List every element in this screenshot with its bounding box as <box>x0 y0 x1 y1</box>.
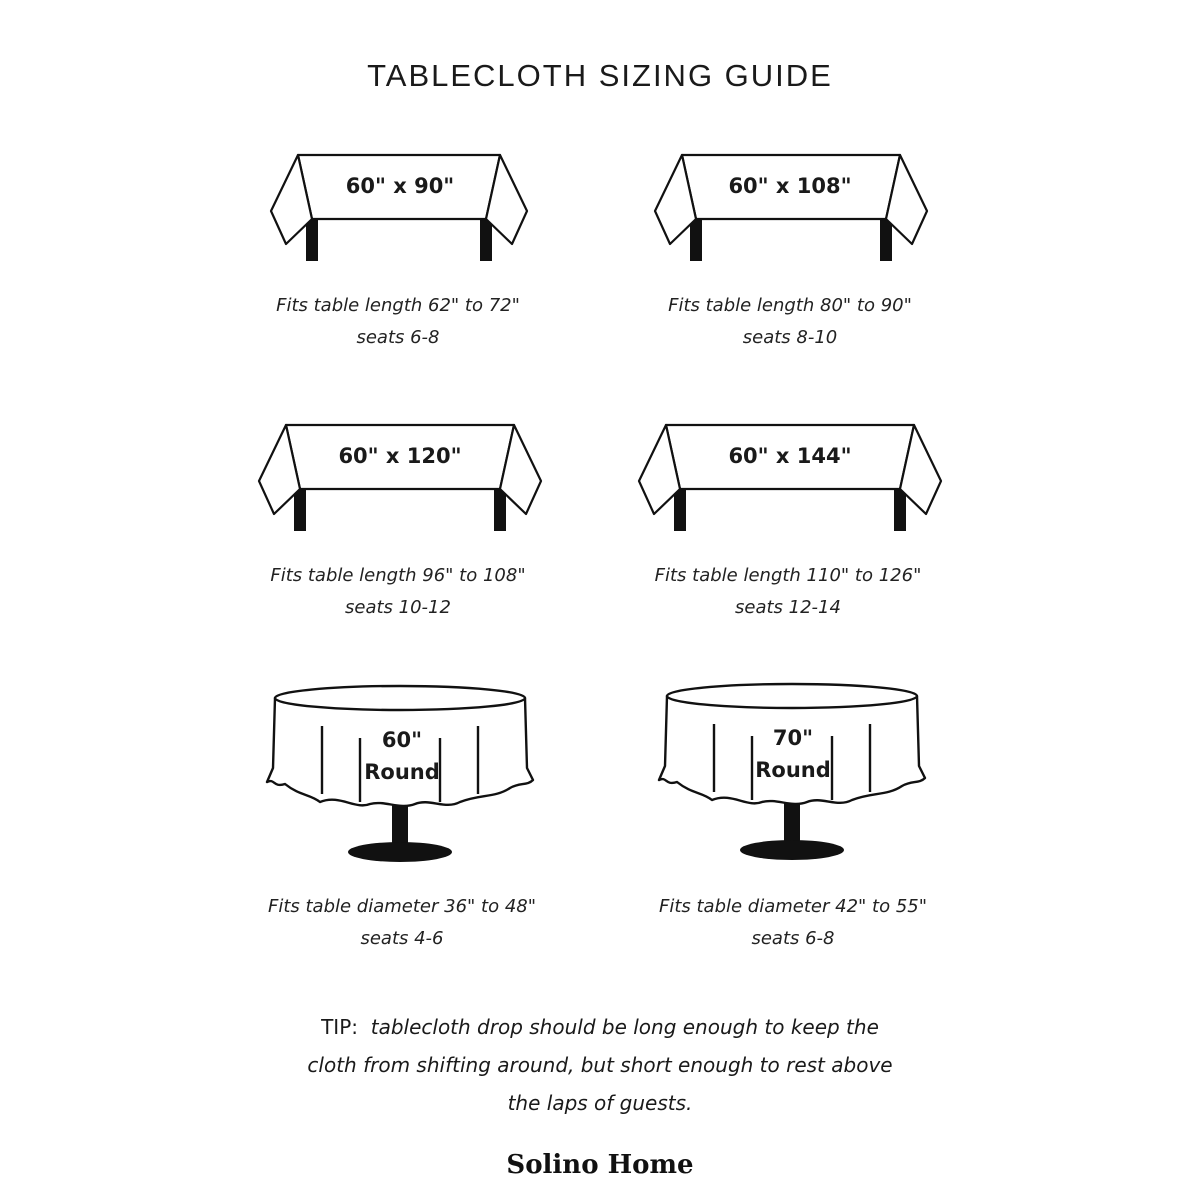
fits-text: Fits table diameter 36" to 48" <box>267 896 537 917</box>
brand-logo: Solino Home <box>506 1150 694 1180</box>
table-base <box>740 840 844 860</box>
seats-text: seats 6-8 <box>751 928 835 949</box>
size-label: 60" x 108" <box>728 174 852 198</box>
table-base <box>348 842 452 862</box>
size-label <box>673 722 913 786</box>
table-leg <box>894 489 906 531</box>
size-caption <box>600 290 980 354</box>
size-label-shape: Round <box>364 760 440 784</box>
seats-text: seats 10-12 <box>345 597 451 618</box>
size-caption <box>208 290 588 354</box>
page-title: TABLECLOTH SIZING GUIDE <box>367 58 833 93</box>
size-caption <box>603 891 983 955</box>
fits-text: Fits table length 96" to 108" <box>270 565 526 586</box>
size-label <box>282 724 522 788</box>
fits-text: Fits table length 62" to 72" <box>276 295 520 316</box>
table-leg <box>690 219 702 261</box>
size-caption <box>212 891 592 955</box>
seats-text: seats 4-6 <box>360 928 444 949</box>
size-caption <box>208 560 588 624</box>
seats-text: seats 6-8 <box>356 327 440 348</box>
table-leg <box>880 219 892 261</box>
fits-text: Fits table length 110" to 126" <box>654 565 922 586</box>
size-label: 60" x 90" <box>345 174 455 198</box>
table-leg <box>306 219 318 261</box>
size-label: 60" x 144" <box>728 444 852 468</box>
size-label-diameter: 60" <box>381 728 423 752</box>
fits-text: Fits table diameter 42" to 55" <box>658 896 928 917</box>
table-leg <box>480 219 492 261</box>
seats-text: seats 8-10 <box>742 327 838 348</box>
table-top-ellipse <box>667 684 917 708</box>
size-caption <box>598 560 978 624</box>
tip-line-2: cloth from shifting around, but short enough to rest above <box>307 1053 893 1077</box>
fits-text: Fits table length 80" to 90" <box>668 295 912 316</box>
tip-prefix: TIP: <box>321 1015 359 1039</box>
table-leg <box>494 489 506 531</box>
tip-line-1: tablecloth drop should be long enough to keep the <box>370 1015 879 1039</box>
size-label: 60" x 120" <box>338 444 462 468</box>
size-label-shape: Round <box>755 758 831 782</box>
table-top-ellipse <box>275 686 525 710</box>
seats-text: seats 12-14 <box>735 597 841 618</box>
table-leg <box>674 489 686 531</box>
table-leg <box>294 489 306 531</box>
tip-text <box>200 1008 1000 1122</box>
tip-line-3: the laps of guests. <box>507 1091 693 1115</box>
size-label-diameter: 70" <box>772 726 814 750</box>
